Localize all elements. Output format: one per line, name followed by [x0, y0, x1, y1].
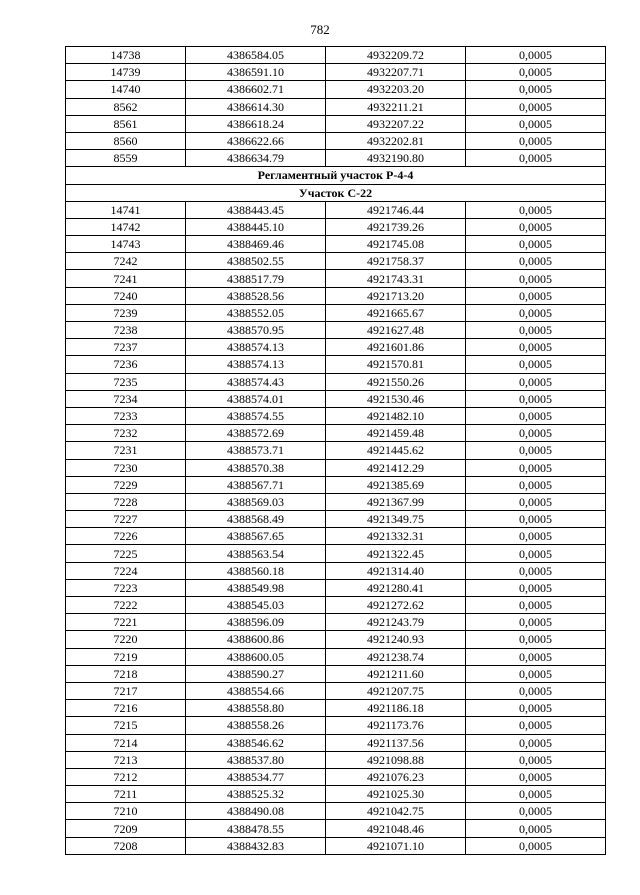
table-row [66, 270, 606, 287]
point-number-cell: 14743 [66, 236, 186, 253]
point-number-cell: 7239 [66, 304, 186, 321]
x-coordinate-cell: 4388574.55 [186, 407, 326, 424]
point-number-cell: 7237 [66, 339, 186, 356]
x-coordinate-cell: 4388568.49 [186, 511, 326, 528]
y-coordinate-cell: 4921314.40 [326, 562, 466, 579]
x-coordinate-cell: 4388490.08 [186, 803, 326, 820]
table-row [66, 579, 606, 596]
y-coordinate-cell: 4921412.29 [326, 459, 466, 476]
y-coordinate-cell: 4921349.75 [326, 511, 466, 528]
point-number-cell: 7236 [66, 356, 186, 373]
point-number-cell: 14741 [66, 201, 186, 218]
point-number-cell: 7225 [66, 545, 186, 562]
y-coordinate-cell: 4921207.75 [326, 682, 466, 699]
point-number-cell: 8559 [66, 150, 186, 167]
y-coordinate-cell: 4921238.74 [326, 648, 466, 665]
table-row [66, 81, 606, 98]
tolerance-cell: 0,0005 [466, 545, 606, 562]
table-row [66, 322, 606, 339]
point-number-cell: 7235 [66, 373, 186, 390]
y-coordinate-cell: 4921530.46 [326, 390, 466, 407]
x-coordinate-cell: 4388478.55 [186, 820, 326, 837]
tolerance-cell: 0,0005 [466, 218, 606, 235]
y-coordinate-cell: 4921322.45 [326, 545, 466, 562]
x-coordinate-cell: 4388502.55 [186, 253, 326, 270]
x-coordinate-cell: 4388600.86 [186, 631, 326, 648]
y-coordinate-cell: 4921482.10 [326, 407, 466, 424]
table-row [66, 717, 606, 734]
point-number-cell: 7234 [66, 390, 186, 407]
table-row [66, 751, 606, 768]
x-coordinate-cell: 4388549.98 [186, 579, 326, 596]
y-coordinate-cell: 4932209.72 [326, 47, 466, 64]
y-coordinate-cell: 4921137.56 [326, 734, 466, 751]
point-number-cell: 7211 [66, 786, 186, 803]
tolerance-cell: 0,0005 [466, 339, 606, 356]
table-row [66, 236, 606, 253]
point-number-cell: 7232 [66, 425, 186, 442]
y-coordinate-cell: 4921042.75 [326, 803, 466, 820]
point-number-cell: 7219 [66, 648, 186, 665]
x-coordinate-cell: 4388574.13 [186, 356, 326, 373]
table-row [66, 304, 606, 321]
point-number-cell: 8562 [66, 98, 186, 115]
y-coordinate-cell: 4932207.71 [326, 64, 466, 81]
x-coordinate-cell: 4388469.46 [186, 236, 326, 253]
tolerance-cell: 0,0005 [466, 459, 606, 476]
y-coordinate-cell: 4921713.20 [326, 287, 466, 304]
y-coordinate-cell: 4921240.93 [326, 631, 466, 648]
table-row [66, 528, 606, 545]
y-coordinate-cell: 4921048.46 [326, 820, 466, 837]
x-coordinate-cell: 4388567.71 [186, 476, 326, 493]
table-row [66, 803, 606, 820]
y-coordinate-cell: 4921367.99 [326, 493, 466, 510]
point-number-cell: 14742 [66, 218, 186, 235]
x-coordinate-cell: 4386622.66 [186, 132, 326, 149]
point-number-cell: 14739 [66, 64, 186, 81]
tolerance-cell: 0,0005 [466, 236, 606, 253]
point-number-cell: 7228 [66, 493, 186, 510]
section-title-row [66, 167, 606, 184]
y-coordinate-cell: 4921745.08 [326, 236, 466, 253]
table-row [66, 545, 606, 562]
point-number-cell: 7241 [66, 270, 186, 287]
subsection-title-row [66, 184, 606, 201]
x-coordinate-cell: 4388573.71 [186, 442, 326, 459]
x-coordinate-cell: 4386618.24 [186, 115, 326, 132]
table-row [66, 218, 606, 235]
x-coordinate-cell: 4388558.26 [186, 717, 326, 734]
point-number-cell: 7221 [66, 614, 186, 631]
tolerance-cell: 0,0005 [466, 562, 606, 579]
table-row [66, 98, 606, 115]
x-coordinate-cell: 4388567.65 [186, 528, 326, 545]
x-coordinate-cell: 4388528.56 [186, 287, 326, 304]
x-coordinate-cell: 4386591.10 [186, 64, 326, 81]
table-row [66, 700, 606, 717]
x-coordinate-cell: 4388537.80 [186, 751, 326, 768]
point-number-cell: 7230 [66, 459, 186, 476]
table-row [66, 734, 606, 751]
point-number-cell: 7223 [66, 579, 186, 596]
point-number-cell: 14738 [66, 47, 186, 64]
x-coordinate-cell: 4386634.79 [186, 150, 326, 167]
point-number-cell: 7218 [66, 665, 186, 682]
point-number-cell: 7208 [66, 837, 186, 854]
section-header [66, 167, 606, 201]
page-number: 782 [310, 22, 330, 37]
y-coordinate-cell: 4921445.62 [326, 442, 466, 459]
table-row [66, 786, 606, 803]
tolerance-cell: 0,0005 [466, 425, 606, 442]
y-coordinate-cell: 4921272.62 [326, 597, 466, 614]
table-row [66, 493, 606, 510]
y-coordinate-cell: 4921627.48 [326, 322, 466, 339]
point-number-cell: 7227 [66, 511, 186, 528]
table-row [66, 597, 606, 614]
table-row [66, 201, 606, 218]
y-coordinate-cell: 4921385.69 [326, 476, 466, 493]
y-coordinate-cell: 4932211.21 [326, 98, 466, 115]
tolerance-cell: 0,0005 [466, 476, 606, 493]
tolerance-cell: 0,0005 [466, 631, 606, 648]
table-row [66, 356, 606, 373]
tolerance-cell: 0,0005 [466, 98, 606, 115]
y-coordinate-cell: 4921243.79 [326, 614, 466, 631]
section-title: Регламентный участок Р-4-4 [66, 167, 606, 184]
table-row [66, 459, 606, 476]
tolerance-cell: 0,0005 [466, 837, 606, 854]
tolerance-cell: 0,0005 [466, 803, 606, 820]
y-coordinate-cell: 4921025.30 [326, 786, 466, 803]
x-coordinate-cell: 4388545.03 [186, 597, 326, 614]
y-coordinate-cell: 4921746.44 [326, 201, 466, 218]
point-number-cell: 7226 [66, 528, 186, 545]
y-coordinate-cell: 4921186.18 [326, 700, 466, 717]
x-coordinate-cell: 4388570.38 [186, 459, 326, 476]
tolerance-cell: 0,0005 [466, 270, 606, 287]
point-number-cell: 14740 [66, 81, 186, 98]
point-number-cell: 7233 [66, 407, 186, 424]
point-number-cell: 7229 [66, 476, 186, 493]
x-coordinate-cell: 4388558.80 [186, 700, 326, 717]
tolerance-cell: 0,0005 [466, 528, 606, 545]
tolerance-cell: 0,0005 [466, 579, 606, 596]
table-row [66, 287, 606, 304]
x-coordinate-cell: 4388560.18 [186, 562, 326, 579]
y-coordinate-cell: 4921550.26 [326, 373, 466, 390]
table-row [66, 373, 606, 390]
x-coordinate-cell: 4386602.71 [186, 81, 326, 98]
x-coordinate-cell: 4388432.83 [186, 837, 326, 854]
x-coordinate-cell: 4388574.43 [186, 373, 326, 390]
y-coordinate-cell: 4932202.81 [326, 132, 466, 149]
x-coordinate-cell: 4388569.03 [186, 493, 326, 510]
tolerance-cell: 0,0005 [466, 648, 606, 665]
tolerance-cell: 0,0005 [466, 717, 606, 734]
table-row [66, 115, 606, 132]
y-coordinate-cell: 4921665.67 [326, 304, 466, 321]
table-row [66, 820, 606, 837]
table-row [66, 562, 606, 579]
x-coordinate-cell: 4388525.32 [186, 786, 326, 803]
x-coordinate-cell: 4386584.05 [186, 47, 326, 64]
table-row [66, 837, 606, 854]
point-number-cell: 7216 [66, 700, 186, 717]
tolerance-cell: 0,0005 [466, 511, 606, 528]
tolerance-cell: 0,0005 [466, 682, 606, 699]
table-row [66, 682, 606, 699]
point-number-cell: 7209 [66, 820, 186, 837]
y-coordinate-cell: 4921076.23 [326, 768, 466, 785]
tolerance-cell: 0,0005 [466, 751, 606, 768]
table-row [66, 64, 606, 81]
point-number-cell: 7212 [66, 768, 186, 785]
tolerance-cell: 0,0005 [466, 786, 606, 803]
point-number-cell: 7214 [66, 734, 186, 751]
tolerance-cell: 0,0005 [466, 64, 606, 81]
y-coordinate-cell: 4921332.31 [326, 528, 466, 545]
point-number-cell: 7238 [66, 322, 186, 339]
table-row [66, 339, 606, 356]
top-rows [66, 47, 606, 167]
table-row [66, 614, 606, 631]
x-coordinate-cell: 4388590.27 [186, 665, 326, 682]
tolerance-cell: 0,0005 [466, 820, 606, 837]
y-coordinate-cell: 4932207.22 [326, 115, 466, 132]
tolerance-cell: 0,0005 [466, 356, 606, 373]
x-coordinate-cell: 4388445.10 [186, 218, 326, 235]
x-coordinate-cell: 4388574.01 [186, 390, 326, 407]
tolerance-cell: 0,0005 [466, 115, 606, 132]
tolerance-cell: 0,0005 [466, 132, 606, 149]
tolerance-cell: 0,0005 [466, 390, 606, 407]
y-coordinate-cell: 4921211.60 [326, 665, 466, 682]
x-coordinate-cell: 4388570.95 [186, 322, 326, 339]
y-coordinate-cell: 4921739.26 [326, 218, 466, 235]
tolerance-cell: 0,0005 [466, 322, 606, 339]
x-coordinate-cell: 4388563.54 [186, 545, 326, 562]
tolerance-cell: 0,0005 [466, 734, 606, 751]
y-coordinate-cell: 4921173.76 [326, 717, 466, 734]
point-number-cell: 7222 [66, 597, 186, 614]
x-coordinate-cell: 4388443.45 [186, 201, 326, 218]
point-number-cell: 7240 [66, 287, 186, 304]
point-number-cell: 7242 [66, 253, 186, 270]
subsection-title: Участок С-22 [66, 184, 606, 201]
x-coordinate-cell: 4386614.30 [186, 98, 326, 115]
bottom-rows [66, 201, 606, 854]
tolerance-cell: 0,0005 [466, 768, 606, 785]
tolerance-cell: 0,0005 [466, 597, 606, 614]
tolerance-cell: 0,0005 [466, 665, 606, 682]
table-row [66, 132, 606, 149]
y-coordinate-cell: 4921071.10 [326, 837, 466, 854]
x-coordinate-cell: 4388600.05 [186, 648, 326, 665]
tolerance-cell: 0,0005 [466, 700, 606, 717]
point-number-cell: 7231 [66, 442, 186, 459]
table-row [66, 390, 606, 407]
table-row [66, 768, 606, 785]
y-coordinate-cell: 4921098.88 [326, 751, 466, 768]
point-number-cell: 7224 [66, 562, 186, 579]
x-coordinate-cell: 4388596.09 [186, 614, 326, 631]
table-row [66, 511, 606, 528]
tolerance-cell: 0,0005 [466, 407, 606, 424]
point-number-cell: 7217 [66, 682, 186, 699]
point-number-cell: 7213 [66, 751, 186, 768]
table-row [66, 150, 606, 167]
tolerance-cell: 0,0005 [466, 47, 606, 64]
y-coordinate-cell: 4921280.41 [326, 579, 466, 596]
x-coordinate-cell: 4388554.66 [186, 682, 326, 699]
tolerance-cell: 0,0005 [466, 253, 606, 270]
tolerance-cell: 0,0005 [466, 493, 606, 510]
tolerance-cell: 0,0005 [466, 287, 606, 304]
tolerance-cell: 0,0005 [466, 442, 606, 459]
table-row [66, 648, 606, 665]
tolerance-cell: 0,0005 [466, 304, 606, 321]
y-coordinate-cell: 4921743.31 [326, 270, 466, 287]
coordinates-table [65, 46, 606, 855]
y-coordinate-cell: 4921459.48 [326, 425, 466, 442]
table-row [66, 253, 606, 270]
point-number-cell: 7220 [66, 631, 186, 648]
table-row [66, 665, 606, 682]
tolerance-cell: 0,0005 [466, 150, 606, 167]
table-row [66, 476, 606, 493]
x-coordinate-cell: 4388574.13 [186, 339, 326, 356]
y-coordinate-cell: 4921570.81 [326, 356, 466, 373]
point-number-cell: 8560 [66, 132, 186, 149]
table-row [66, 442, 606, 459]
table-row [66, 407, 606, 424]
y-coordinate-cell: 4932203.20 [326, 81, 466, 98]
table-row [66, 631, 606, 648]
tolerance-cell: 0,0005 [466, 201, 606, 218]
tolerance-cell: 0,0005 [466, 81, 606, 98]
x-coordinate-cell: 4388552.05 [186, 304, 326, 321]
x-coordinate-cell: 4388534.77 [186, 768, 326, 785]
x-coordinate-cell: 4388572.69 [186, 425, 326, 442]
tolerance-cell: 0,0005 [466, 614, 606, 631]
table-row [66, 47, 606, 64]
x-coordinate-cell: 4388517.79 [186, 270, 326, 287]
point-number-cell: 8561 [66, 115, 186, 132]
y-coordinate-cell: 4921601.86 [326, 339, 466, 356]
y-coordinate-cell: 4921758.37 [326, 253, 466, 270]
table-row [66, 425, 606, 442]
x-coordinate-cell: 4388546.62 [186, 734, 326, 751]
point-number-cell: 7210 [66, 803, 186, 820]
tolerance-cell: 0,0005 [466, 373, 606, 390]
point-number-cell: 7215 [66, 717, 186, 734]
y-coordinate-cell: 4932190.80 [326, 150, 466, 167]
